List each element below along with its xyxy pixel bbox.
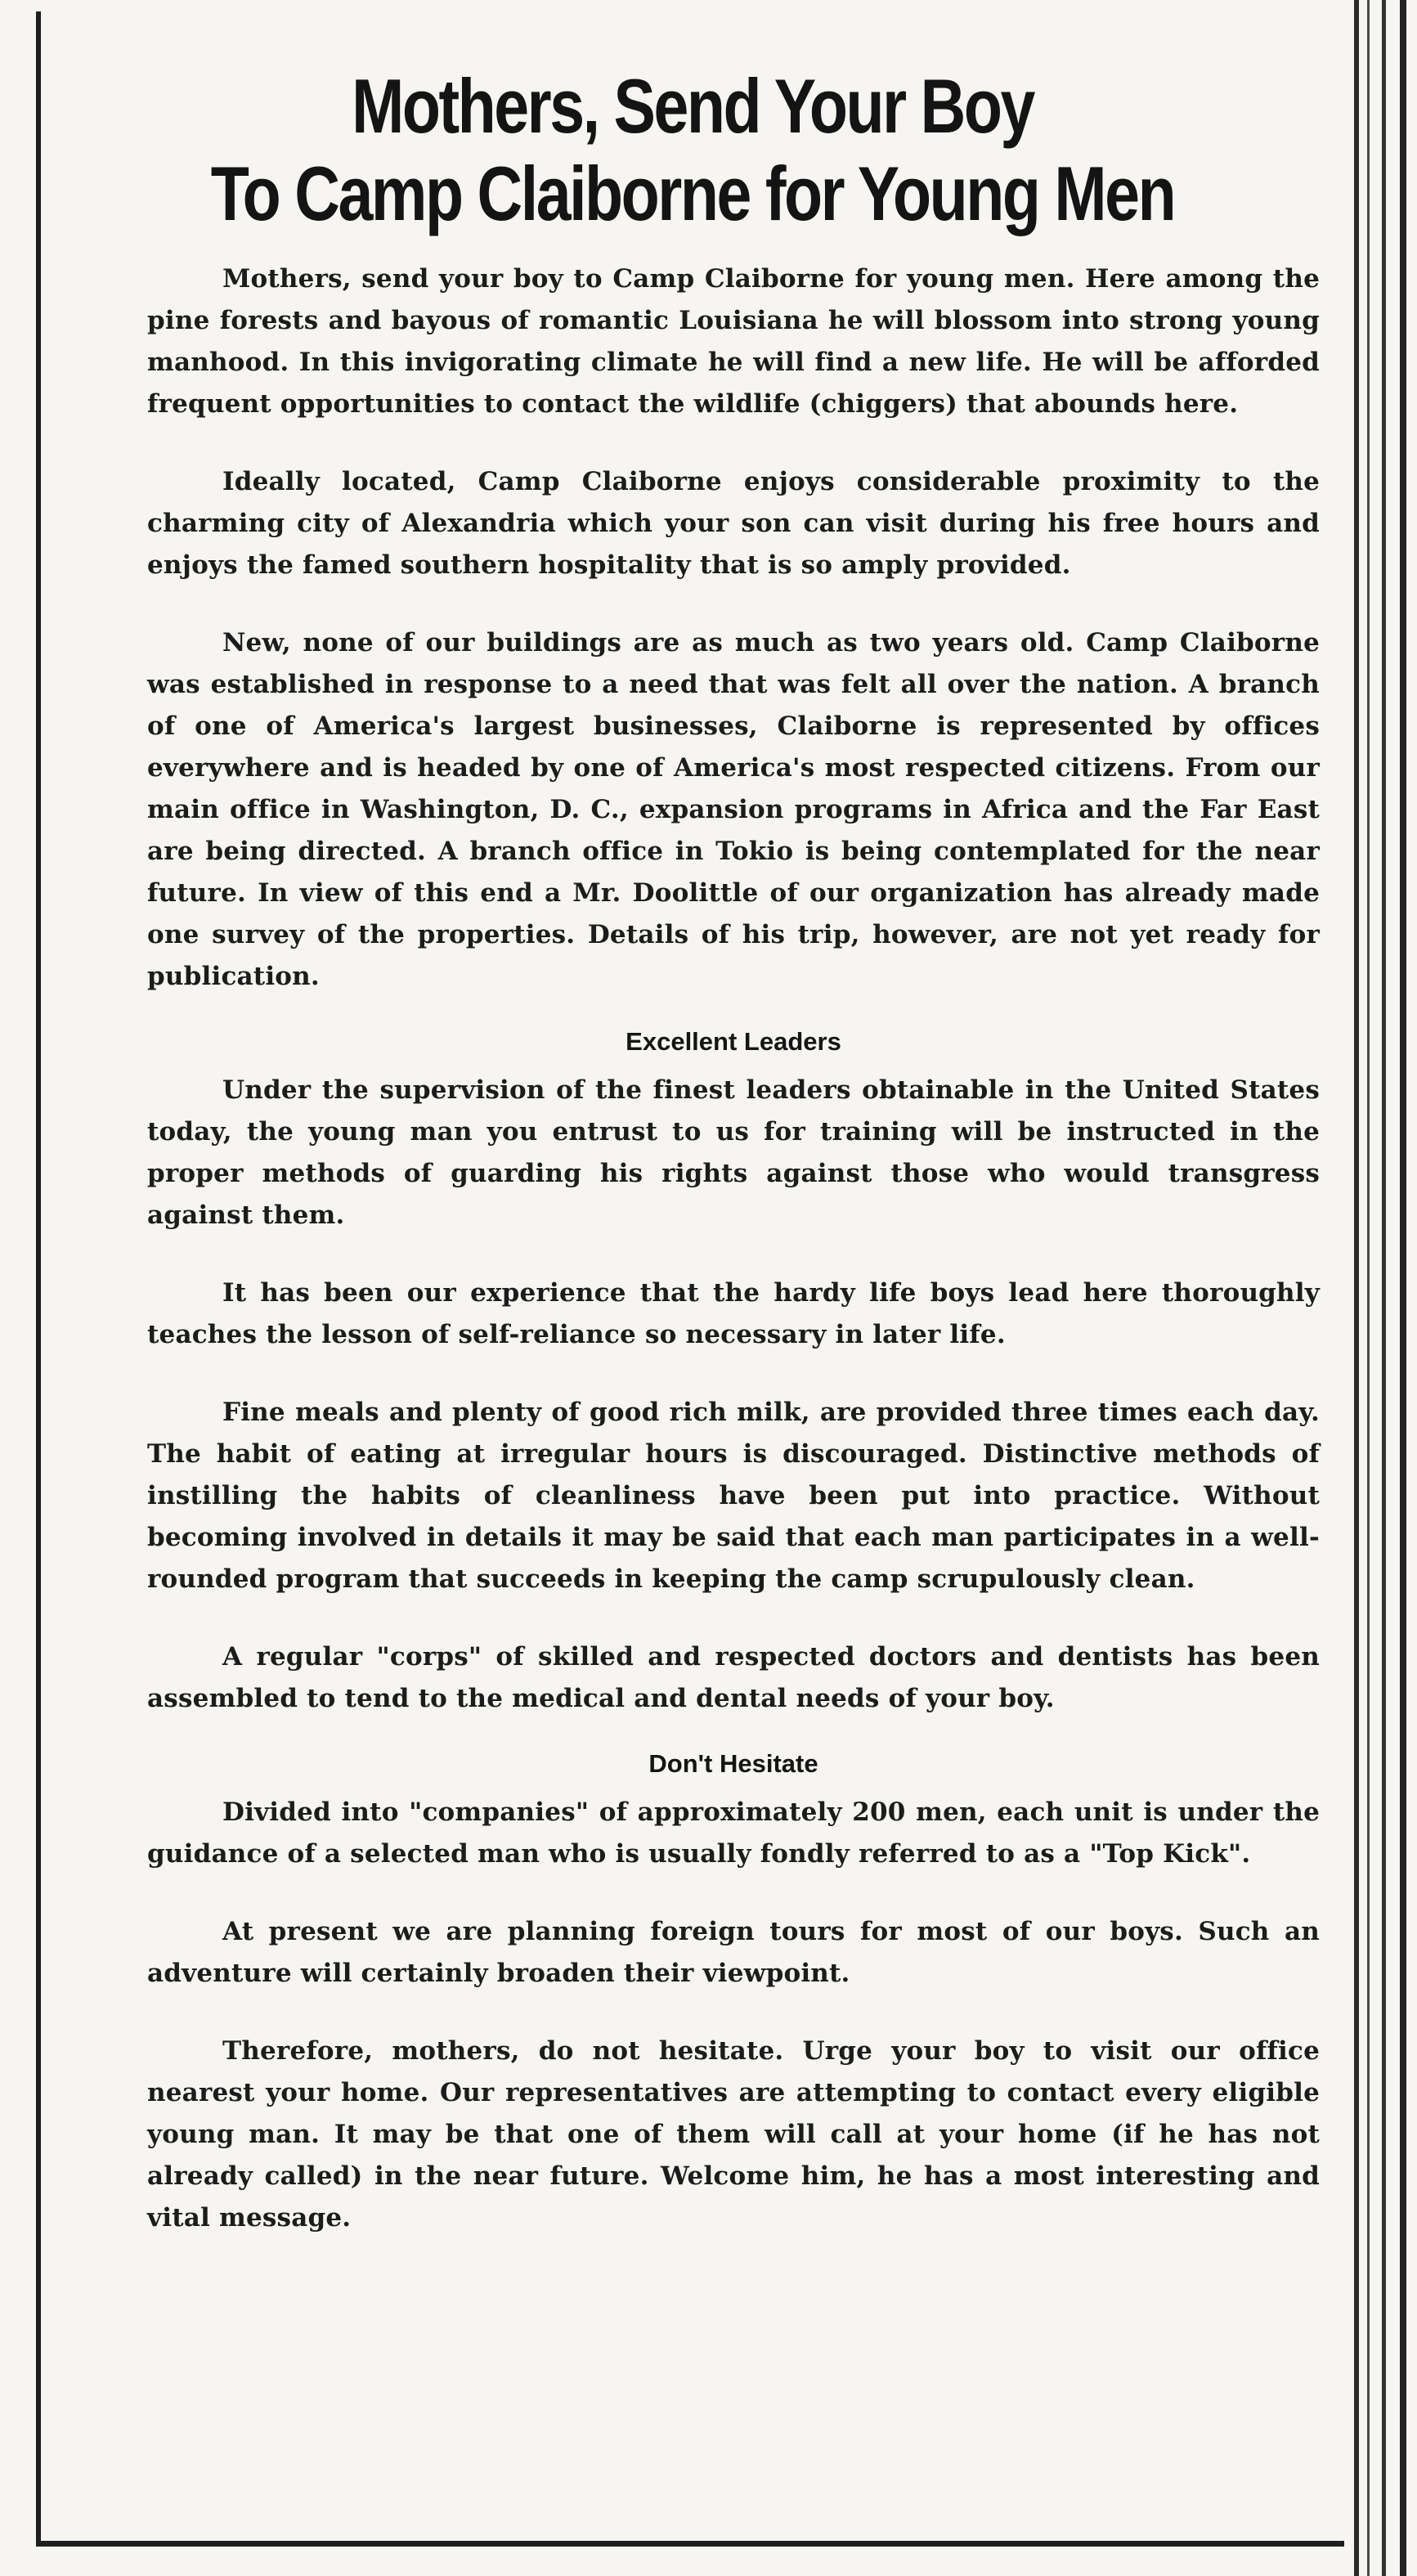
paragraph-leaders-3: Fine meals and plenty of good rich milk, are provided three times each day. The habit of eating at irregular hours is discouraged. Distinctive methods of instilling the habits of cleanliness have been put into practice. Without becoming involved in details it may be said that each man participates in a well-rounded program that succeeds in keeping the camp scrupulously clean.	[147, 1398, 1320, 1595]
headline-line-1: Mothers, Send Your Boy	[352, 63, 1034, 149]
article-body	[41, 237, 1344, 2239]
edge-rule	[1354, 0, 1359, 2576]
paragraph-intro-3: New, none of our buildings are as much as two years old. Camp Claiborne was established in response to a need that was felt all over the nation. A branch of one of America's largest businesses, Claiborne is represented by offices everywhere and is headed by one of America's most respected citizens. From our main office in Washington, D. C., expansion programs in Africa and the Far East are being directed. A branch office in Tokio is being contemplated for the near future. In view of this end a Mr. Doolittle of our organization has already made one survey of the properties. Details of his trip, however, are not yet ready for publication.	[147, 628, 1320, 992]
paragraph-intro-2: Ideally located, Camp Claiborne enjoys considerable proximity to the charming city of Alexandria which your son can visit during his free hours and enjoys the famed southern hospitality that is so amply provided.	[147, 467, 1320, 581]
edge-rule	[1367, 0, 1370, 2576]
subheading-dont-hesitate: Don't Hesitate	[648, 1749, 818, 1779]
headline-line-2: To Camp Claiborne for Young Men	[210, 150, 1175, 237]
subheading-excellent-leaders: Excellent Leaders	[626, 1027, 841, 1057]
edge-rule	[1400, 0, 1406, 2576]
article	[36, 11, 1344, 2547]
paragraph-hesitate-3: Therefore, mothers, do not hesitate. Urge your boy to visit our office nearest your home. Our representatives are attempting to contact every eligible young man. It may be that one of them will call at your home (if he has not already called) in the near future. Welcome him, he has a most interesting and vital message.	[147, 2036, 1320, 2233]
paragraph-intro-1: Mothers, send your boy to Camp Claiborne for young men. Here among the pine forests and bayous of romantic Louisiana he will blossom into strong young manhood. In this invigorating climate he will find a new life. He will be afforded frequent opportunities to contact the wildlife (chiggers) that abounds here.	[147, 264, 1320, 420]
edge-rule	[1382, 0, 1386, 2576]
paragraph-leaders-2: It has been our experience that the hardy life boys lead here thoroughly teaches the lesson of self-reliance so necessary in later life.	[147, 1278, 1320, 1350]
paragraph-hesitate-2: At present we are planning foreign tours for most of our boys. Such an adventure will certainly broaden their viewpoint.	[147, 1917, 1320, 1989]
paragraph-leaders-4: A regular "corps" of skilled and respected doctors and dentists has been assembled to tend to the medical and dental needs of your boy.	[147, 1642, 1320, 1714]
paragraph-leaders-1: Under the supervision of the finest leaders obtainable in the United States today, the young man you entrust to us for training will be instructed in the proper methods of guarding his rights against those who would transgress against them.	[147, 1075, 1320, 1231]
paragraph-hesitate-1: Divided into "companies" of approximately 200 men, each unit is under the guidance of a selected man who is usually fondly referred to as a "Top Kick".	[147, 1797, 1320, 1869]
headline	[158, 11, 1226, 237]
